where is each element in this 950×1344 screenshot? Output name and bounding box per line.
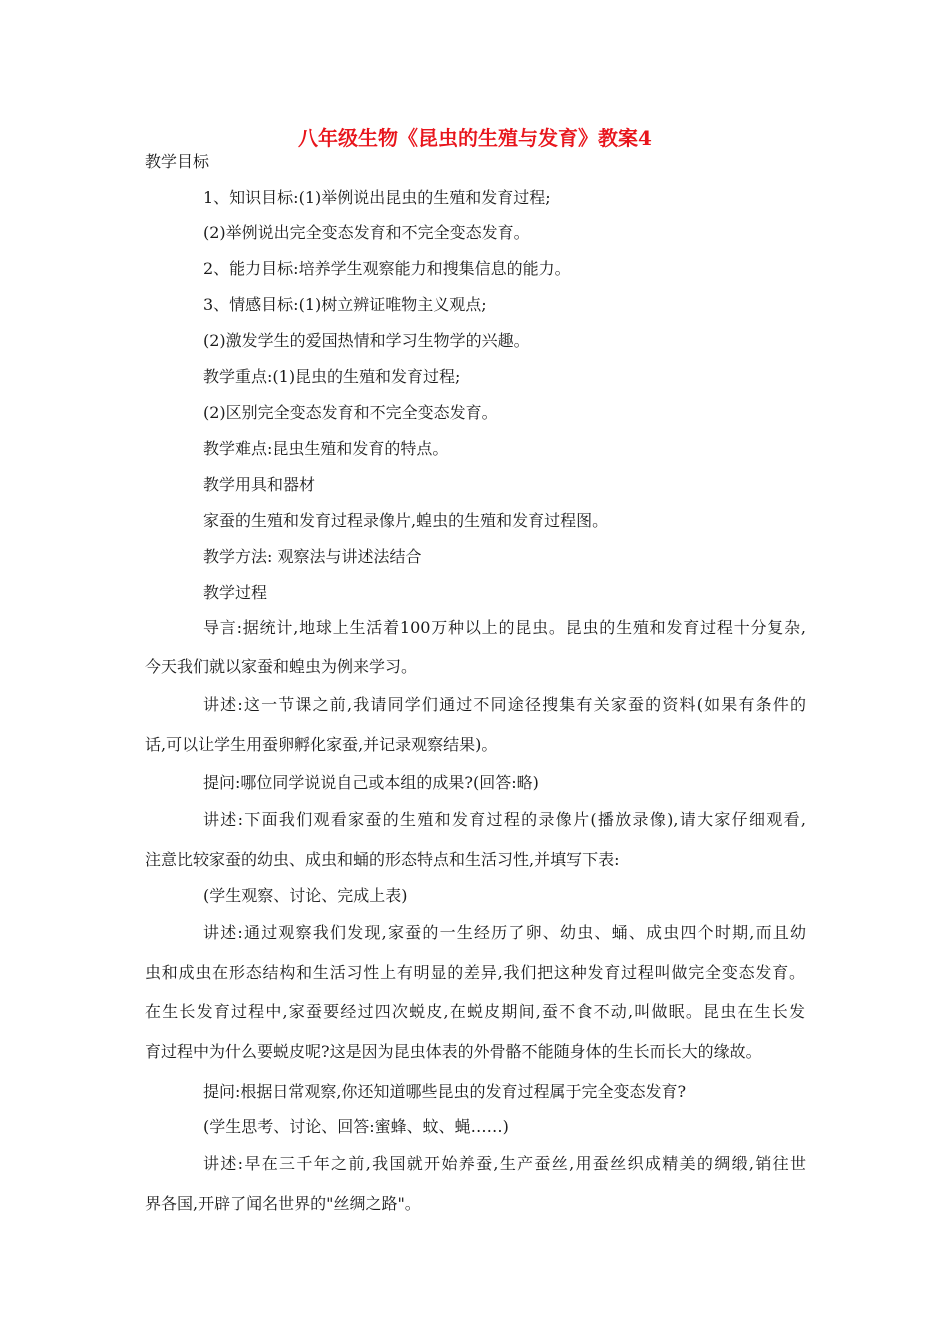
paragraph-line: (学生观察、讨论、完成上表): [203, 886, 408, 905]
paragraph-line: 讲述:这一节课之前,我请同学们通过不同途径搜集有关家蚕的资料(如果有条件的: [203, 695, 806, 714]
paragraph-line: 教学重点:(1)昆虫的生殖和发育过程;: [203, 367, 461, 386]
heading-teaching-goals: 教学目标: [145, 152, 210, 171]
paragraph-line: 提问:哪位同学说说自己或本组的成果?(回答:略): [203, 773, 539, 792]
page-title: 八年级生物《昆虫的生殖与发育》教案4: [298, 126, 652, 150]
paragraph-line: 讲述:通过观察我们发现,家蚕的一生经历了卵、幼虫、蛹、成虫四个时期,而且幼: [203, 923, 806, 942]
paragraph-line: 教学难点:昆虫生殖和发育的特点。: [203, 439, 449, 458]
paragraph-line: 2、能力目标:培养学生观察能力和搜集信息的能力。: [203, 259, 571, 278]
paragraph-line: 1、知识目标:(1)举例说出昆虫的生殖和发育过程;: [203, 188, 551, 207]
paragraph-line: 注意比较家蚕的幼虫、成虫和蛹的形态特点和生活习性,并填写下表:: [145, 850, 620, 869]
paragraph-line: (2)激发学生的爱国热情和学习生物学的兴趣。: [203, 331, 530, 350]
paragraph-line: (2)举例说出完全变态发育和不完全变态发育。: [203, 223, 530, 242]
paragraph-line: 教学方法: 观察法与讲述法结合: [203, 547, 422, 566]
paragraph-line: 教学过程: [203, 583, 268, 602]
paragraph-line: 话,可以让学生用蚕卵孵化家蚕,并记录观察结果)。: [145, 735, 498, 754]
paragraph-line: 育过程中为什么要蜕皮呢?这是因为昆虫体表的外骨骼不能随身体的生长而长大的缘故。: [145, 1042, 762, 1061]
paragraph-line: 讲述:早在三千年之前,我国就开始养蚕,生产蚕丝,用蚕丝织成精美的绸缎,销往世: [203, 1154, 806, 1173]
paragraph-line: 导言:据统计,地球上生活着100万种以上的昆虫。昆虫的生殖和发育过程十分复杂,: [203, 618, 806, 637]
paragraph-line: 教学用具和器材: [203, 475, 316, 494]
paragraph-line: (学生思考、讨论、回答:蜜蜂、蚊、蝇……): [203, 1117, 509, 1136]
paragraph-line: 提问:根据日常观察,你还知道哪些昆虫的发育过程属于完全变态发育?: [203, 1082, 687, 1101]
paragraph-line: 虫和成虫在形态结构和生活习性上有明显的差异,我们把这种发育过程叫做完全变态发育。: [145, 963, 805, 982]
paragraph-line: 家蚕的生殖和发育过程录像片,蝗虫的生殖和发育过程图。: [203, 511, 609, 530]
paragraph-line: 今天我们就以家蚕和蝗虫为例来学习。: [145, 657, 418, 676]
paragraph-line: 界各国,开辟了闻名世界的"丝绸之路"。: [145, 1194, 421, 1213]
paragraph-line: (2)区别完全变态发育和不完全变态发育。: [203, 403, 498, 422]
paragraph-line: 在生长发育过程中,家蚕要经过四次蜕皮,在蜕皮期间,蚕不食不动,叫做眠。昆虫在生长发: [145, 1002, 805, 1021]
paragraph-line: 讲述:下面我们观看家蚕的生殖和发育过程的录像片(播放录像),请大家仔细观看,: [203, 810, 806, 829]
paragraph-line: 3、情感目标:(1)树立辨证唯物主义观点;: [203, 295, 487, 314]
